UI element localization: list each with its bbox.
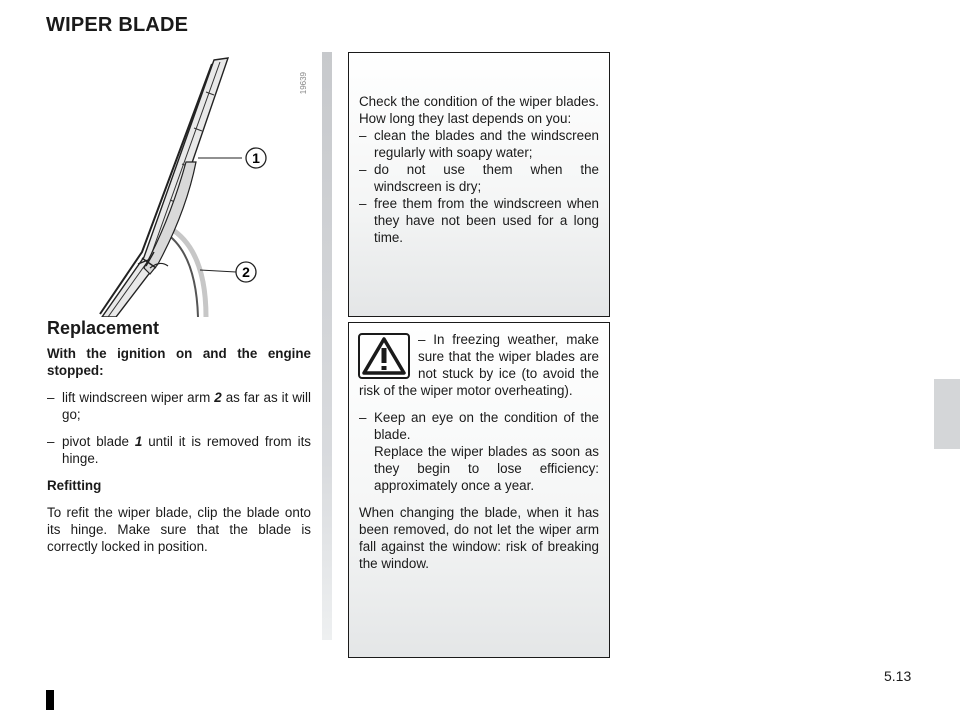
step-item: – lift windscreen wiper arm 2 as far as it will go; bbox=[47, 390, 311, 422]
warning-triangle-icon bbox=[358, 333, 410, 379]
intro-text: With the ignition on and the engine stopped: bbox=[47, 346, 311, 378]
column-divider bbox=[322, 52, 332, 640]
replacement-section bbox=[47, 320, 311, 565]
info-item: – free them from the windscreen when they have not been used for a long time. bbox=[359, 196, 599, 245]
callout-1: 1 bbox=[252, 150, 260, 166]
wiper-blade-illustration bbox=[46, 52, 316, 317]
page-title: WIPER BLADE bbox=[46, 14, 189, 36]
section-heading: Replacement bbox=[47, 318, 160, 338]
warning-closing: When changing the blade, when it has been removed, do not let the wiper arm fall against the window: risk of breaking the window. bbox=[359, 505, 599, 571]
figure-code: 19639 bbox=[299, 72, 308, 95]
refitting-title: Refitting bbox=[47, 478, 102, 493]
warning-item-2: – Keep an eye on the condition of the blade. Replace the wiper blades as soon as they begin to lose efficiency: approximately once a year. bbox=[359, 410, 599, 493]
info-item: – do not use them when the windscreen is dry; bbox=[359, 162, 599, 194]
page-number: 5.13 bbox=[884, 668, 912, 684]
refitting-text: To refit the wiper blade, clip the blade onto its hinge. Make sure that the blade is correctly locked in position. bbox=[47, 505, 311, 554]
corner-mark bbox=[46, 690, 54, 710]
warning-item-1: – In freezing weather, make sure that the wiper blades are not stuck by ice (to avoid the risk of the wiper motor overheating). bbox=[359, 332, 599, 398]
warning-box bbox=[348, 322, 610, 658]
step-item: – pivot blade 1 until it is removed from its hinge. bbox=[47, 434, 311, 466]
info-intro: Check the condition of the wiper blades. How long they last depends on you: bbox=[359, 94, 599, 126]
callout-2: 2 bbox=[242, 264, 250, 280]
info-box bbox=[348, 52, 610, 317]
section-tab bbox=[934, 379, 960, 449]
info-item: – clean the blades and the windscreen regularly with soapy water; bbox=[359, 128, 599, 160]
